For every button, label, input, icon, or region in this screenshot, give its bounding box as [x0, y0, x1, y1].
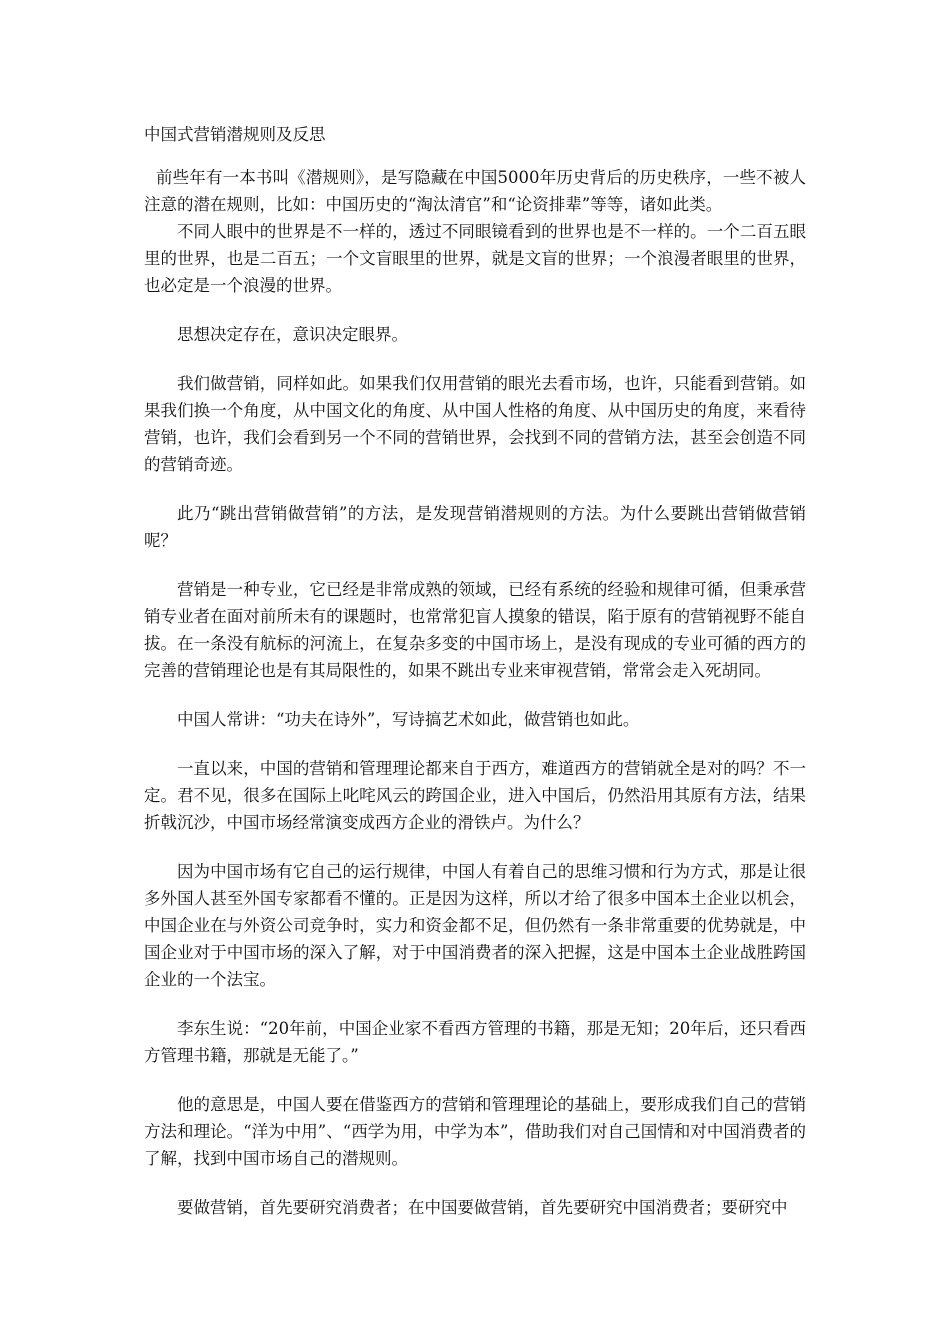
document-body: [144, 121, 806, 1221]
paragraph-10: 李东生说：“20年前，中国企业家不看西方管理的书籍，那是无知；20年后，还只看西方管理书籍，那就是无能了。”: [144, 1019, 806, 1065]
paragraph-1: 前些年有一本书叫《潜规则》，是写隐藏在中国5000年历史背后的历史秩序，一些不被人注意的潜在规则，比如：中国历史的“淘汰清官”和“论资排辈”等等，诸如此类。: [144, 168, 806, 214]
paragraph-8: 一直以来，中国的营销和管理理论都来自于西方，难道西方的营销就全是对的吗？不一定。君不见，很多在国际上叱咤风云的跨国企业，进入中国后，仍然沿用其原有方法，结果折戟沉沙，中国市场经常演变成西方企业的滑铁卢。为什么？: [144, 759, 806, 832]
paragraph-2: 不同人眼中的世界是不一样的，透过不同眼镜看到的世界也是不一样的。一个二百五眼里的世界，也是二百五；一个文盲眼里的世界，就是文盲的世界；一个浪漫者眼里的世界，也必定是一个浪漫的世界。: [144, 222, 806, 295]
paragraph-5: 此乃“跳出营销做营销”的方法，是发现营销潜规则的方法。为什么要跳出营销做营销呢？: [144, 504, 806, 550]
paragraph-11: 他的意思是，中国人要在借鉴西方的营销和管理理论的基础上，要形成我们自己的营销方法和理论。“洋为中用”、“西学为用，中学为本”，借助我们对自己国情和对中国消费者的了解，找到中国市场自己的潜规则。: [144, 1095, 806, 1168]
paragraph-3: 思想决定存在，意识决定眼界。: [177, 325, 408, 344]
document-title: 中国式营销潜规则及反思: [144, 125, 326, 144]
paragraph-6: 营销是一种专业，它已经是非常成熟的领域，已经有系统的经验和规律可循，但秉承营销专业者在面对前所未有的课题时，也常常犯盲人摸象的错误，陷于原有的营销视野不能自拔。在一条没有航标的河流上，在复杂多变的中国市场上，是没有现成的专业可循的西方的完善的营销理论也是有其局限性的，如果不跳出专业来审视营销，常常会走入死胡同。: [144, 580, 806, 680]
paragraph-4: 我们做营销，同样如此。如果我们仅用营销的眼光去看市场，也许，只能看到营销。如果我们换一个角度，从中国文化的角度、从中国人性格的角度、从中国历史的角度，来看待营销，也许，我们会看到另一个不同的营销世界，会找到不同的营销方法，甚至会创造不同的营销奇迹。: [144, 374, 806, 474]
paragraph-12: 要做营销，首先要研究消费者；在中国要做营销，首先要研究中国消费者；要研究中: [177, 1198, 788, 1217]
paragraph-9: 因为中国市场有它自己的运行规律，中国人有着自己的思维习惯和行为方式，那是让很多外国人甚至外国专家都看不懂的。正是因为这样，所以才给了很多中国本土企业以机会，中国企业在与外资公司竞争时，实力和资金都不足，但仍然有一条非常重要的优势就是，中国企业对于中国市场的深入了解，对于中国消费者的深入把握，这是中国本土企业战胜跨国企业的一个法宝。: [144, 862, 806, 989]
paragraph-7: 中国人常讲：“功夫在诗外”，写诗搞艺术如此，做营销也如此。: [177, 710, 640, 729]
